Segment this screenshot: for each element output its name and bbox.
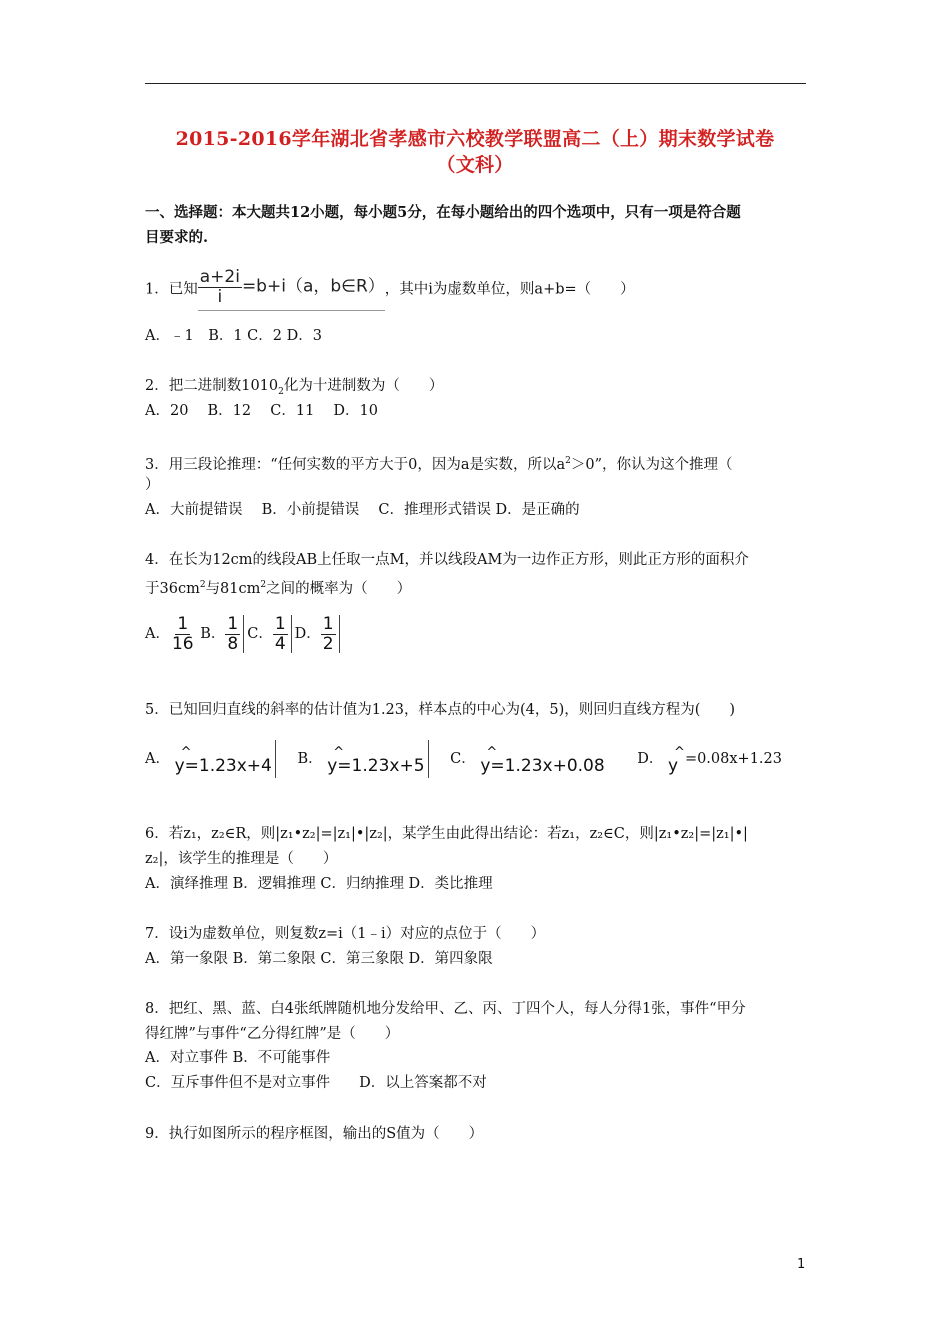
q1-formula-image	[198, 268, 385, 311]
q4-frac-a-num: 1	[177, 613, 189, 634]
q2-options: A．20 B．12 C．11 D．10	[145, 403, 378, 419]
image-edge	[243, 615, 244, 653]
q1-frac-den: i	[217, 287, 223, 307]
question-7: 7．设i为虚数单位，则复数z=i（1﹣i）对应的点位于（ ）	[145, 926, 546, 942]
q5-option-b-equation	[327, 745, 424, 774]
image-edge	[275, 740, 276, 778]
q5-option-a-label: A．	[145, 751, 170, 767]
q5-option-b-label: B．	[297, 751, 323, 767]
question-9: 9．执行如图所示的程序框图，输出的S值为（ ）	[145, 1126, 484, 1142]
q2-text-b: 化为十进制数为（ ）	[283, 378, 444, 394]
q4-text-b: 与81cm	[205, 580, 261, 597]
q5-option-a-eq-text: y=1.23x+4	[174, 755, 272, 776]
q1-frac-num: a+2i	[199, 267, 240, 287]
q4-option-b-label: B．	[200, 626, 226, 642]
question-2	[145, 376, 443, 402]
q5-option-c-label: C．	[450, 751, 476, 767]
question-6-line2: z₂|，该学生的推理是（ ）	[145, 851, 338, 867]
q4-superscript-2: 2	[260, 580, 267, 590]
q1-prefix: 1．已知	[145, 281, 198, 298]
q3-superscript: 2	[565, 456, 571, 466]
section-heading-line1: 一、选择题：本大题共12小题，每小题5分，在每小题给出的四个选项中，只有一项是符合题	[145, 204, 741, 221]
q3-options: A．大前提错误 B．小前提错误 C．推理形式错误 D．是正确的	[145, 502, 580, 518]
section-heading-line2: 目要求的.	[145, 229, 209, 246]
q4-frac-b-den: 8	[227, 633, 239, 654]
q5-option-a-equation	[175, 745, 272, 774]
q1-fraction	[198, 268, 242, 307]
hat-symbol: ^	[333, 744, 345, 760]
q5-option-d-y: y	[668, 755, 679, 776]
question-4-line2	[145, 575, 411, 599]
q4-text-a: 于36cm	[145, 580, 200, 597]
q4-options	[145, 614, 343, 654]
q4-superscript-1: 2	[199, 580, 206, 590]
q4-frac-d-den: 2	[322, 633, 334, 654]
q4-option-a-fraction	[170, 615, 196, 654]
q8-options-line1: A．对立事件 B．不可能事件	[145, 1050, 331, 1066]
q4-option-a-label: A．	[145, 626, 170, 642]
q5-option-d-label: D．	[637, 751, 664, 767]
question-8-line2: 得红牌”与事件“乙分得红牌”是（ ）	[145, 1026, 400, 1042]
hat-symbol: ^	[180, 744, 192, 760]
q5-option-c-eq-text: y=1.23x+0.08	[480, 755, 605, 776]
image-edge	[339, 615, 340, 653]
q4-text-c: 之间的概率为（ ）	[266, 580, 412, 597]
q1-suffix: ，其中i为虚数单位，则a+b=（ ）	[384, 281, 635, 298]
image-edge	[428, 740, 429, 778]
question-1	[145, 268, 635, 311]
q1-options: A．﹣1 B．1 C．2 D．3	[145, 328, 322, 344]
question-3-line1	[145, 451, 733, 475]
q5-option-d-y-hat	[668, 745, 685, 774]
q4-frac-b-num: 1	[227, 613, 239, 634]
q6-options: A．演绎推理 B．逻辑推理 C．归纳推理 D．类比推理	[145, 876, 493, 892]
q3-text-a: 3．用三段论推理：“任何实数的平方大于0，因为a是实数，所以a	[145, 456, 566, 473]
q4-option-b-fraction	[225, 615, 240, 654]
exam-subtitle: （文科）	[436, 154, 514, 176]
question-3-line2: ）	[145, 477, 160, 493]
q5-option-c-equation	[480, 745, 604, 774]
question-5: 5．已知回归直线的斜率的估计值为1.23，样本点的中心为(4，5)，则回归直线方程为( )	[145, 702, 736, 718]
q4-frac-d-num: 1	[322, 613, 334, 634]
question-6-line1: 6．若z₁，z₂∈R，则|z₁•z₂|=|z₁|•|z₂|，某学生由此得出结论：若z₁，z₂∈C，则|z₁•z₂|=|z₁|•|	[145, 826, 748, 842]
image-edge	[291, 615, 292, 653]
q4-option-d-label: D．	[294, 626, 321, 642]
q2-subscript: 2	[278, 386, 284, 397]
q8-options-line2: C．互斥事件但不是对立事件 D．以上答案都不对	[145, 1075, 487, 1091]
hat-symbol: ^	[674, 744, 685, 760]
page-number: 1	[797, 1257, 806, 1272]
question-4-line1: 4．在长为12cm的线段AB上任取一点M，并以线段AM为一边作正方形，则此正方形的面积介	[145, 552, 749, 568]
q4-frac-c-num: 1	[274, 613, 286, 634]
q5-option-b-eq-text: y=1.23x+5	[327, 755, 425, 776]
exam-title: 2015-2016学年湖北省孝感市六校教学联盟高二（上）期末数学试卷	[175, 128, 775, 150]
q5-option-d-rest: =0.08x+1.23	[684, 751, 782, 767]
q4-frac-c-den: 4	[274, 633, 286, 654]
q4-option-c-label: C．	[247, 626, 273, 642]
question-8-line1: 8．把红、黑、蓝、白4张纸牌随机地分发给甲、乙、丙、丁四个人，每人分得1张，事件“甲分	[145, 1001, 746, 1017]
q2-text-a: 2．把二进制数1010	[145, 378, 279, 394]
hat-symbol: ^	[486, 744, 498, 760]
q7-options: A．第一象限 B．第二象限 C．第三象限 D．第四象限	[145, 951, 493, 967]
header-rule	[145, 83, 806, 84]
q3-text-b: ＞0”，你认为这个推理（	[570, 456, 733, 473]
q4-option-d-fraction	[321, 615, 336, 654]
q5-options	[145, 737, 782, 781]
q4-option-c-fraction	[273, 615, 288, 654]
q1-formula-rhs: =b+i（a，b∈R）	[241, 276, 385, 297]
q4-frac-a-den: 16	[171, 633, 194, 654]
